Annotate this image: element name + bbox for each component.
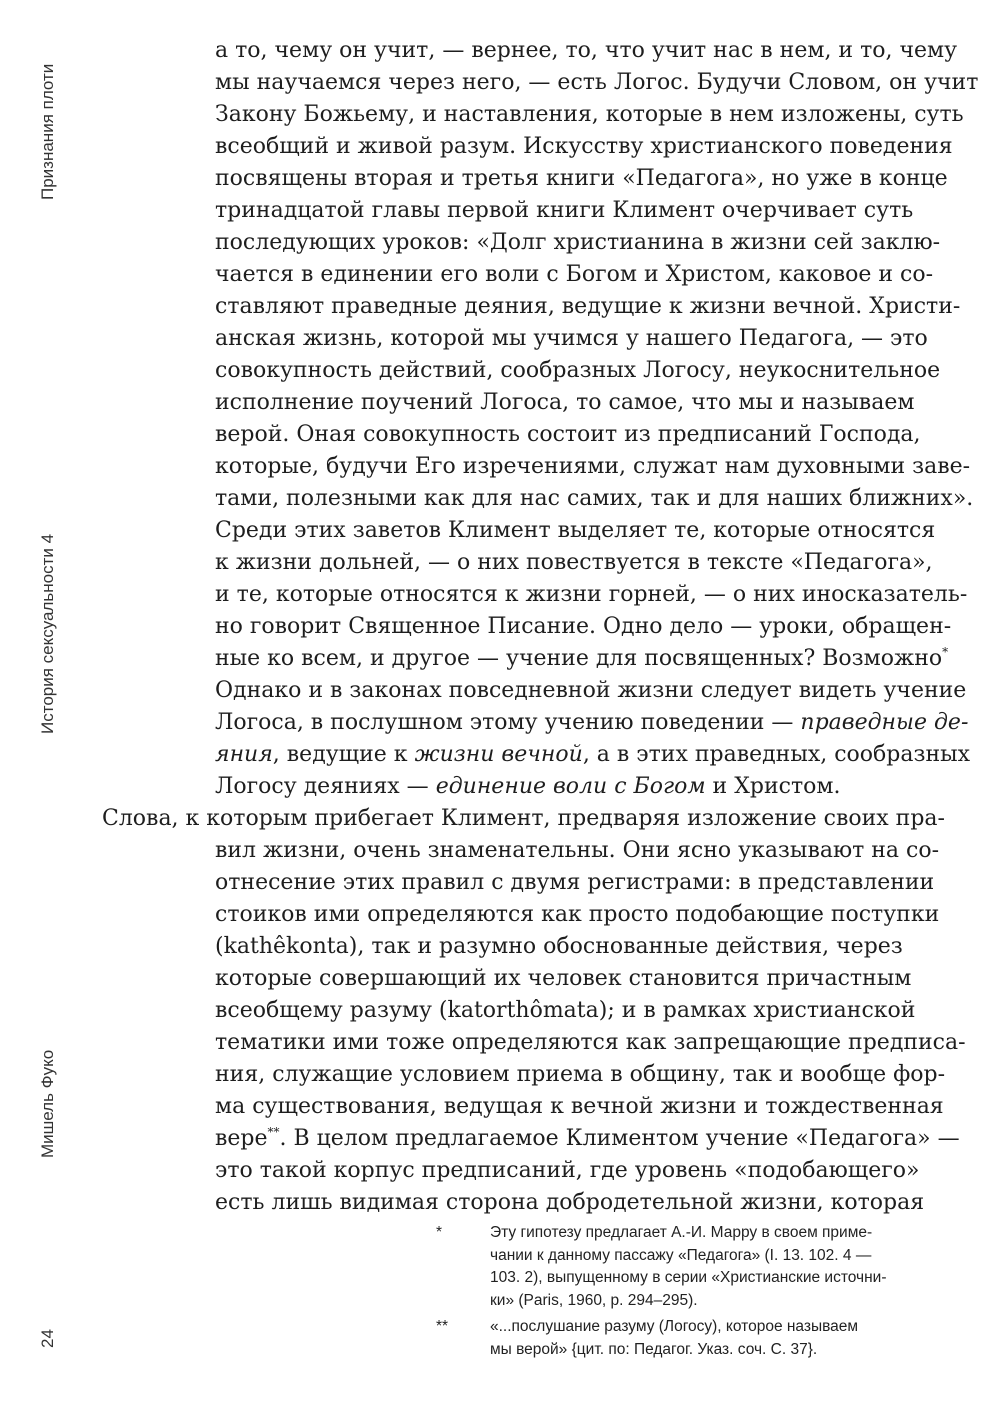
text-run: ния, служащие условием приема в общину, так и вообще фор- [215,1062,946,1087]
text-run: стоиков ими определяются как просто подобающие поступки [215,902,940,927]
text-line [0,867,1000,899]
series-title: История сексуальности 4 [38,533,57,734]
text-run: Слова, к которым прибегает Климент, предваряя изложение своих пра- [102,806,945,831]
text-run: всеобщему разуму (katorthômata); и в рамках христианской [215,998,916,1023]
text-line [0,803,1000,835]
text-run: тематики ими тоже определяются как запрещающие предписа- [215,1030,966,1055]
text-line [0,739,1000,771]
footnote-line: «...послушание разуму (Логосу), которое называем [490,1318,859,1335]
text-run: совокупность действий, сообразных Логосу, неукоснительное [215,358,941,383]
text-line [0,1091,1000,1123]
text-run: и те, которые относятся к жизни горней, — о них иносказатель- [215,582,968,607]
text-line [0,1187,1000,1219]
text-line [0,643,1000,675]
text-run: Однако и в законах повседневной жизни следует видеть учение [215,678,967,703]
text-run: которые, будучи Его изречениями, служат нам духовными заве- [215,454,971,479]
text-run: чается в единении его воли с Богом и Христом, каковое и со- [215,262,934,287]
text-run: ставляют праведные деяния, ведущие к жизни вечной. Христи- [215,294,961,319]
text-line [0,419,1000,451]
text-run: тринадцатой главы первой книги Климент очерчивает суть [215,198,914,223]
text-run: , ведущие к [272,742,415,767]
text-run: ные ко всем, и другое — учение для посвященных? Возможно [215,646,943,671]
text-line [0,99,1000,131]
footnote-mark: ** [436,1318,449,1335]
footnote-line: Эту гипотезу предлагает А.-И. Марру в своем приме- [490,1224,873,1241]
body-text [0,35,1000,1219]
text-run: (kathêkonta), так и разумно обоснованные действия, через [215,934,903,959]
italic-run: праведные де- [800,710,969,735]
text-line [0,611,1000,643]
page-number: 24 [38,1329,57,1348]
footnote-line: чании к данному пассажу «Педагога» (I. 13. 102. 4 — [490,1246,872,1264]
text-line [0,899,1000,931]
text-run: мы научаемся через него, — есть Логос. Будучи Словом, он учит [215,70,979,95]
italic-run: яния [215,742,273,767]
text-line [0,579,1000,611]
text-line [0,163,1000,195]
text-run: ма существования, ведущая к вечной жизни и тождественная [215,1094,944,1119]
text-line [0,131,1000,163]
footnote-line: 103. 2), выпущенному в серии «Христианские источни- [490,1269,887,1286]
text-line [0,67,1000,99]
text-line [0,771,1000,803]
text-line [0,451,1000,483]
text-run: , а в этих праведных, сообразных [582,742,971,767]
text-run: тами, полезными как для нас самих, так и для наших ближних». [215,486,974,511]
text-run: Логосу деяниях — [215,774,436,799]
text-line [0,963,1000,995]
text-line [0,515,1000,547]
text-run: верой. Оная совокупность состоит из предписаний Господа, [215,422,921,447]
text-line [0,1123,1000,1155]
text-line [0,1059,1000,1091]
text-line [0,835,1000,867]
text-run: посвящены вторая и третья книги «Педагога», но уже в конце [215,166,948,191]
text-line [0,291,1000,323]
text-line [0,483,1000,515]
text-run: всеобщий и живой разум. Искусству христианского поведения [215,134,953,159]
text-run: отнесение этих правил с двумя регистрами: в представлении [215,870,935,895]
text-run: анская жизнь, которой мы учимся у нашего Педагога, — это [215,326,928,351]
text-run: последующих уроков: «Долг христианина в жизни сей заклю- [215,230,941,255]
text-line [0,931,1000,963]
text-run: но говорит Священное Писание. Одно дело — уроки, обращен- [215,614,952,639]
text-line [0,323,1000,355]
footnote-ref: * [942,645,949,659]
text-line [0,387,1000,419]
text-line [0,1155,1000,1187]
text-line [0,195,1000,227]
italic-run: единение воли с Богом [435,774,706,799]
footnote-line: мы верой» {цит. по: Педагог. Указ. соч. С. 37}. [490,1340,818,1358]
text-run: к жизни дольней, — о них повествуется в тексте «Педагога», [215,550,933,575]
text-line [0,355,1000,387]
text-run: вере [215,1126,268,1151]
text-line [0,547,1000,579]
text-line [0,707,1000,739]
running-title: Признания плоти [38,63,57,200]
text-run: есть лишь видимая сторона добродетельной жизни, которая [215,1190,925,1215]
author-name: Мишель Фуко [38,1049,57,1158]
footnote-mark: * [436,1224,443,1241]
text-line [0,259,1000,291]
text-run: это такой корпус предписаний, где уровень «подобающего» [215,1158,920,1183]
text-run: вил жизни, очень знаменательны. Они ясно указывают на со- [215,838,940,863]
footnote-line: ки» (Paris, 1960, p. 294–295). [490,1291,698,1309]
text-run: которые совершающий их человек становится причастным [215,966,912,991]
text-run: исполнение поучений Логоса, то самое, что мы и называем [215,390,915,415]
text-line [0,35,1000,67]
text-line [0,995,1000,1027]
text-run: . В целом предлагаемое Климентом учение «Педагога» — [279,1126,960,1151]
text-run: и Христом. [705,774,841,799]
footnotes [0,1222,1000,1365]
footnote [0,1316,1000,1361]
footnote-ref: ** [267,1125,280,1139]
text-run: Среди этих заветов Климент выделяет те, которые относятся [215,518,936,543]
text-line [0,1027,1000,1059]
text-line [0,675,1000,707]
text-run: Логоса, в послушном этому учению поведении — [215,710,801,735]
text-run: Закону Божьему, и наставления, которые в нем изложены, суть [215,102,964,127]
text-line [0,227,1000,259]
footnote [0,1222,1000,1312]
italic-run: жизни вечной [414,742,583,767]
text-run: а то, чему он учит, — вернее, то, что учит нас в нем, и то, чему [215,38,958,63]
